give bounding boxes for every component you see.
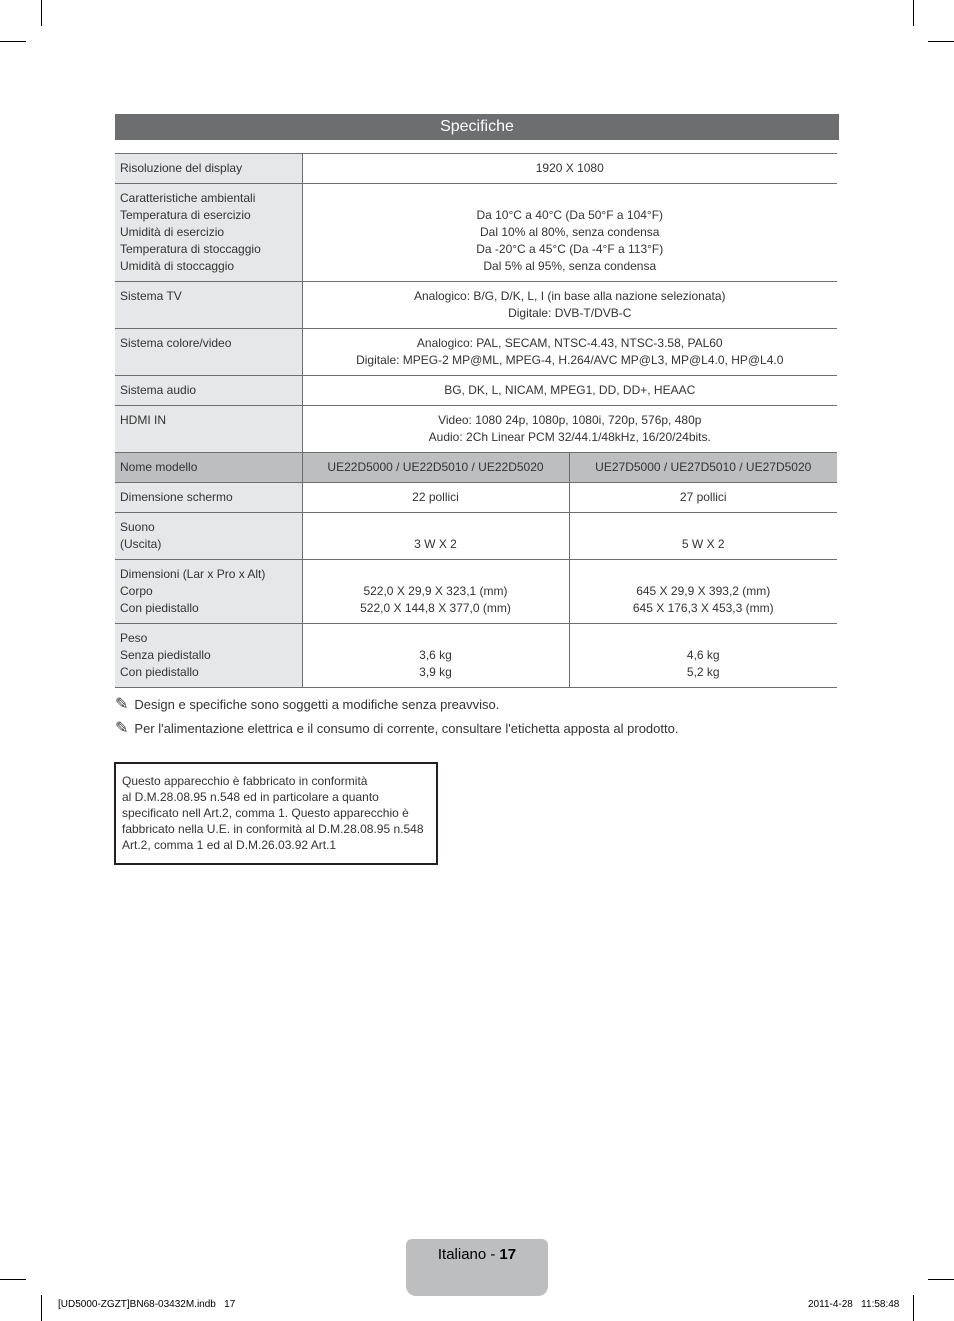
cell-line: Sistema TV	[120, 289, 182, 303]
model-a: UE22D5000 / UE22D5010 / UE22D5020	[302, 453, 569, 483]
page-language: Italiano -	[437, 1246, 496, 1263]
spec-label	[115, 406, 302, 453]
spec-table	[115, 153, 837, 688]
spec-value	[302, 154, 837, 184]
crop-mark	[913, 0, 914, 26]
cell-line: Dimensioni (Lar x Pro x Alt)	[120, 567, 266, 581]
cell-line: Dal 10% al 80%, senza condensa	[480, 225, 660, 239]
cell-line: Video: 1080 24p, 1080p, 1080i, 720p, 576p, 480p	[438, 413, 702, 427]
spec-label	[115, 282, 302, 329]
cell-line: Corpo	[120, 584, 153, 598]
cell-line: 522,0 X 29,9 X 323,1 (mm)	[363, 584, 508, 598]
spec-row	[115, 376, 837, 406]
model-b: UE27D5000 / UE27D5010 / UE27D5020	[569, 453, 837, 483]
page-number: 17	[499, 1246, 517, 1263]
cell-line: Peso	[120, 631, 148, 645]
conformity-line: fabbricato nella U.E. in conformità al D.M.28.08.95 n.548	[122, 822, 424, 836]
crop-mark	[928, 41, 954, 42]
cell-line: Analogico: B/G, D/K, L, I (in base alla nazione selezionata)	[413, 289, 726, 303]
cell-line: Sistema audio	[120, 383, 197, 397]
model-b-value	[569, 624, 837, 688]
spec-label	[115, 560, 302, 624]
cell-line: Digitale: MPEG-2 MP@ML, MPEG-4, H.264/AVC MP@L3, MP@L4.0, HP@L4.0	[356, 353, 784, 367]
conformity-line: Questo apparecchio è fabbricato in conformità	[122, 774, 368, 788]
conformity-box	[114, 762, 438, 865]
crop-mark	[41, 1295, 42, 1321]
conformity-line: Art.2, comma 1 ed al D.M.26.03.92 Art.1	[122, 838, 337, 852]
crop-mark	[41, 0, 42, 26]
conformity-line: specificato nell Art.2, comma 1. Questo apparecchio è	[122, 806, 409, 820]
cell-line: Da 10°C a 40°C (Da 50°F a 104°F)	[476, 208, 664, 222]
cell-line: Dal 5% al 95%, senza condensa	[483, 259, 657, 273]
page-number-tab	[406, 1239, 548, 1296]
cell-line: 645 X 29,9 X 393,2 (mm)	[636, 584, 771, 598]
cell-line: Analogico: PAL, SECAM, NTSC-4.43, NTSC-3.58, PAL60	[416, 336, 723, 350]
cell-line: Con piedistallo	[120, 601, 199, 615]
spec-label	[115, 184, 302, 282]
cell-line: Umidità di stoccaggio	[120, 259, 235, 273]
spec-value	[302, 406, 837, 453]
spec-row	[115, 282, 837, 329]
cell-line: Da -20°C a 45°C (Da -4°F a 113°F)	[476, 242, 664, 256]
model-row	[115, 483, 837, 513]
spec-value	[302, 376, 837, 406]
spec-label	[115, 154, 302, 184]
cell-line: 5 W X 2	[681, 537, 725, 551]
cell-line: Senza piedistallo	[120, 648, 211, 662]
pencil-icon: ✎	[115, 696, 129, 713]
model-a-value	[302, 560, 569, 624]
cell-line: Sistema colore/video	[120, 336, 232, 350]
spec-label	[115, 624, 302, 688]
spec-label	[115, 513, 302, 560]
spec-row	[115, 406, 837, 453]
model-a-value	[302, 483, 569, 513]
cell-line: 645 X 176,3 X 453,3 (mm)	[632, 601, 774, 615]
model-row	[115, 513, 837, 560]
spec-row	[115, 329, 837, 376]
cell-line: Temperatura di stoccaggio	[120, 242, 261, 256]
spec-row	[115, 154, 837, 184]
cell-line: 22 pollici	[412, 490, 459, 504]
cell-line: Umidità di esercizio	[120, 225, 225, 239]
note-power	[115, 718, 678, 738]
cell-line: Risoluzione del display	[120, 161, 243, 175]
note-text: Per l'alimentazione elettrica e il consumo di corrente, consultare l'etichetta apposta al prodotto.	[134, 720, 679, 736]
cell-line: Digitale: DVB-T/DVB-C	[508, 306, 632, 320]
conformity-line: al D.M.28.08.95 n.548 ed in particolare a quanto	[122, 790, 379, 804]
cell-line: 522,0 X 144,8 X 377,0 (mm)	[360, 601, 511, 615]
spec-label	[115, 376, 302, 406]
cell-line: Temperatura di esercizio	[120, 208, 251, 222]
cell-line: 3,9 kg	[419, 665, 452, 679]
model-b-value	[569, 513, 837, 560]
spec-label	[115, 329, 302, 376]
crop-mark	[0, 41, 26, 42]
cell-line: Caratteristiche ambientali	[120, 191, 256, 205]
model-a-value	[302, 624, 569, 688]
model-b-value	[569, 483, 837, 513]
spec-value	[302, 282, 837, 329]
cell-line: Suono	[120, 520, 155, 534]
cell-line: 1920 X 1080	[535, 161, 604, 175]
spec-value	[302, 184, 837, 282]
cell-line: 5,2 kg	[686, 665, 720, 679]
spec-row	[115, 184, 837, 282]
crop-mark	[928, 1279, 954, 1280]
cell-line: Con piedistallo	[120, 665, 199, 679]
cell-line: BG, DK, L, NICAM, MPEG1, DD, DD+, HEAAC	[444, 383, 696, 397]
cell-line: 3,6 kg	[419, 648, 452, 662]
cell-line: 4,6 kg	[686, 648, 720, 662]
cell-line: Audio: 2Ch Linear PCM 32/44.1/48kHz, 16/20/24bits.	[428, 430, 711, 444]
crop-mark	[0, 1279, 26, 1280]
pencil-icon: ✎	[115, 720, 129, 737]
model-row	[115, 624, 837, 688]
cell-line: 3 W X 2	[414, 537, 457, 551]
spec-label	[115, 483, 302, 513]
model-label: Nome modello	[115, 453, 302, 483]
section-title: Specifiche	[115, 114, 839, 140]
crop-mark	[913, 1295, 914, 1321]
footer-timestamp: 2011-4-28 11:58:48	[808, 1299, 900, 1310]
model-row	[115, 560, 837, 624]
model-b-value	[569, 560, 837, 624]
cell-line: 27 pollici	[679, 490, 727, 504]
spec-value	[302, 329, 837, 376]
model-a-value	[302, 513, 569, 560]
note-design	[115, 694, 499, 714]
note-text: Design e specifiche sono soggetti a modifiche senza preavviso.	[134, 696, 500, 712]
cell-line: (Uscita)	[120, 537, 162, 551]
cell-line: HDMI IN	[120, 413, 166, 427]
footer-file: [UD5000-ZGZT]BN68-03432M.indb 17	[58, 1299, 236, 1310]
cell-line: Dimensione schermo	[120, 490, 233, 504]
model-header-row	[115, 453, 837, 483]
